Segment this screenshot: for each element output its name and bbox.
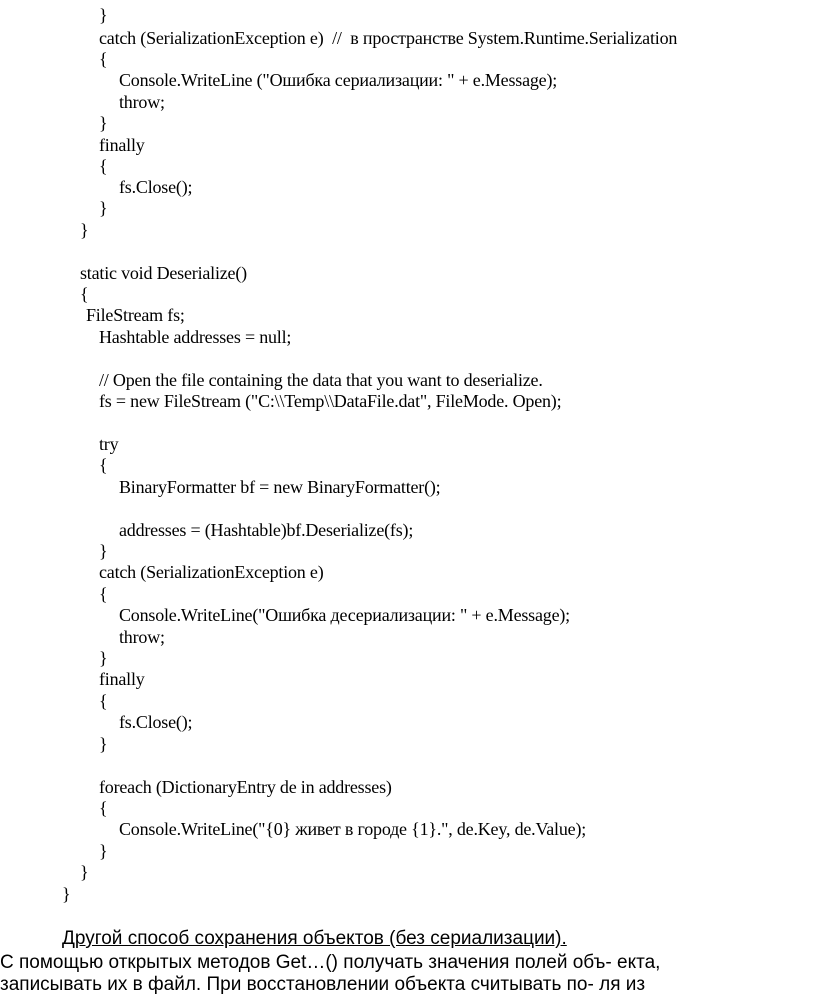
code-line: fs.Close(); (119, 177, 193, 197)
code-line: { (99, 49, 108, 69)
code-line: { (99, 156, 108, 176)
code-line: fs = new FileStream ("C:\\Temp\\DataFile.dat", FileMode. Open); (99, 391, 562, 411)
code-line: fs.Close(); (119, 712, 193, 732)
code-line: } (80, 220, 89, 240)
paragraph-line: записывать их в файл. При восстановлении объекта считывать по- ля из (0, 974, 646, 995)
code-line: } (99, 734, 108, 754)
code-line: Hashtable addresses = null; (99, 327, 292, 347)
code-line: { (99, 691, 108, 711)
code-line: { (99, 455, 108, 475)
code-line: static void Deserialize() (80, 263, 247, 283)
code-line: catch (SerializationException e) (99, 562, 324, 582)
code-line: { (80, 284, 89, 304)
section-heading: Другой способ сохранения объектов (без сериализации). (62, 928, 567, 949)
code-line: FileStream fs; (86, 305, 185, 325)
code-line: { (99, 798, 108, 818)
paragraph-line: С помощью открытых методов Get…() получать значения полей объ- екта, (0, 952, 661, 973)
code-line: Console.WriteLine("{0} живет в городе {1}.", de.Key, de.Value); (119, 819, 587, 839)
code-line: throw; (119, 92, 165, 112)
code-line: throw; (119, 627, 165, 647)
code-line: } (99, 5, 108, 25)
code-line: } (99, 841, 108, 861)
code-line: } (99, 198, 108, 218)
code-line: Console.WriteLine ("Ошибка сериализации: " + e.Message); (119, 70, 558, 90)
code-line: } (62, 884, 71, 904)
code-line: try (99, 434, 119, 454)
code-line: addresses = (Hashtable)bf.Deserialize(fs); (119, 520, 414, 540)
code-line: } (99, 113, 108, 133)
code-line: Console.WriteLine("Ошибка десериализации: " + e.Message); (119, 605, 570, 625)
code-line: { (99, 584, 108, 604)
code-line: } (80, 862, 89, 882)
code-line: finally (99, 135, 145, 155)
code-line: } (99, 648, 108, 668)
code-line: foreach (DictionaryEntry de in addresses) (99, 777, 392, 797)
code-line: } (99, 541, 108, 561)
code-line: catch (SerializationException e) // в пространстве System.Runtime.Serialization (99, 28, 678, 48)
code-line: // Open the file containing the data that you want to deserialize. (99, 370, 543, 390)
code-line: BinaryFormatter bf = new BinaryFormatter(); (119, 477, 441, 497)
code-line: finally (99, 669, 145, 689)
